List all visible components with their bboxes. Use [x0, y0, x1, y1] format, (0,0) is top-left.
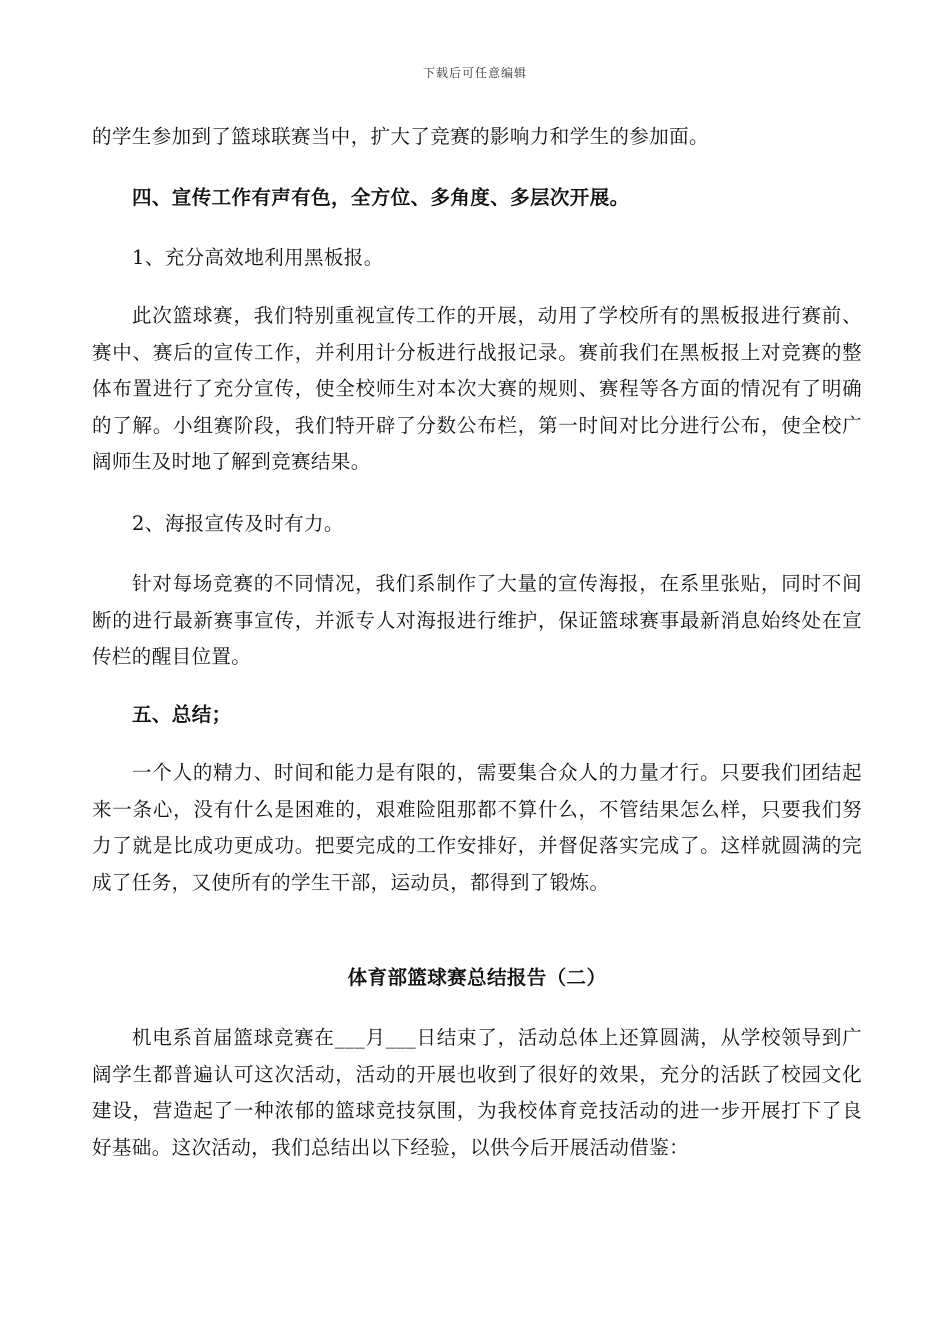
paragraph-intro: 机电系首届篮球竞赛在___月___日结束了，活动总体上还算圆满，从学校领导到广阔学生都普遍认可这次活动，活动的开展也收到了很好的效果，充分的活跃了校园文化建设，营造起了一种浓郁的篮球竞技氛围，为我校体育竞技活动的进一步开展打下了良好基础。这次活动，我们总结出以下经验，以供今后开展活动借鉴： — [92, 1026, 862, 1159]
paragraph-continuation: 的学生参加到了篮球联赛当中，扩大了竞赛的影响力和学生的参加面。 — [92, 125, 709, 148]
section-heading-5: 五、总结； — [132, 703, 232, 726]
report-title-2: 体育部篮球赛总结报告（二） — [347, 966, 607, 989]
page-header: 下载后可任意编辑 — [422, 66, 527, 80]
paragraph-summary: 一个人的精力、时间和能力是有限的，需要集合众人的力量才行。只要我们团结起来一条心，没有什么是困难的，艰难险阻那都不算什么，不管结果怎么样，只要我们努力了就是比成功更成功。把要完成的工作安排好，并督促落实完成了。这样就圆满的完成了任务，又使所有的学生干部，运动员，都得到了锻炼。 — [92, 761, 862, 894]
subheading-blackboard: 1、充分高效地利用黑板报。 — [132, 246, 384, 269]
paragraph-blackboard: 此次篮球赛，我们特别重视宣传工作的开展，动用了学校所有的黑板报进行赛前、赛中、赛后的宣传工作，并利用计分板进行战报记录。赛前我们在黑板报上对竞赛的整体布置进行了充分宣传，使全校师生对本次大赛的规则、赛程等各方面的情况有了明确的了解。小组赛阶段，我们特开辟了分数公布栏，第一时间对比分进行公布，使全校广阔师生及时地了解到竞赛结果。 — [92, 304, 862, 473]
paragraph-posters: 针对每场竞赛的不同情况，我们系制作了大量的宣传海报，在系里张贴，同时不间断的进行最新赛事宣传，并派专人对海报进行维护，保证篮球赛事最新消息始终处在宣传栏的醒目位置。 — [92, 572, 862, 668]
section-heading-4: 四、宣传工作有声有色，全方位、多角度、多层次开展。 — [132, 186, 630, 209]
subheading-posters: 2、海报宣传及时有力。 — [132, 512, 344, 535]
